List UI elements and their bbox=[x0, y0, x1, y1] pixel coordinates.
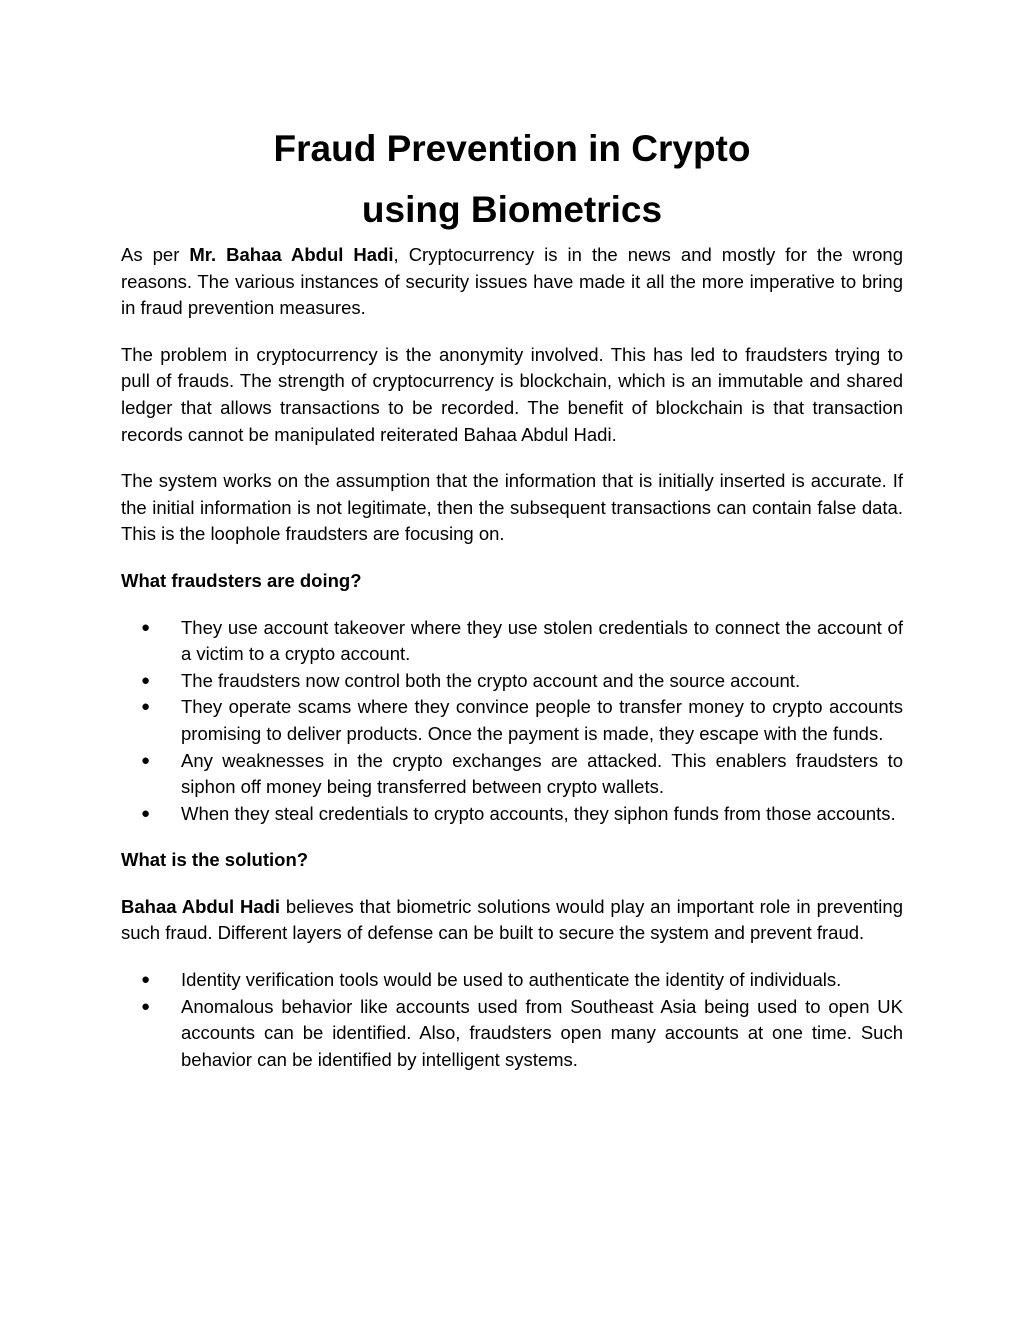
fraudsters-list bbox=[121, 615, 903, 828]
document-page bbox=[121, 118, 903, 1093]
bullet-icon: ● bbox=[141, 751, 151, 769]
list-item-text: When they steal credentials to crypto accounts, they siphon funds from those accounts. bbox=[181, 802, 896, 824]
author-name: Mr. Bahaa Abdul Hadi bbox=[189, 244, 394, 265]
bullet-icon: ● bbox=[141, 804, 151, 822]
bullet-icon: ● bbox=[141, 698, 151, 716]
author-name: Bahaa Abdul Hadi bbox=[121, 895, 281, 917]
list-item-text: They use account takeover where they use stolen credentials to connect the account of a victim to a crypto account. bbox=[181, 616, 903, 665]
list-item-text: Any weaknesses in the crypto exchanges are attacked. This enablers fraudsters to siphon off money being transferred between crypto wallets. bbox=[181, 749, 903, 798]
list-item-text: The fraudsters now control both the crypto account and the source account. bbox=[181, 669, 801, 691]
bullet-icon: ● bbox=[141, 618, 151, 636]
title-line-1: Fraud Prevention in Crypto bbox=[273, 128, 751, 169]
bullet-icon: ● bbox=[141, 671, 151, 689]
list-item bbox=[121, 694, 903, 747]
bullet-icon: ● bbox=[141, 997, 151, 1015]
section-heading-solution: What is the solution? bbox=[121, 849, 309, 871]
solution-list bbox=[121, 967, 903, 1073]
list-item bbox=[121, 967, 903, 994]
list-item-text: They operate scams where they convince people to transfer money to crypto accounts promising to deliver products. Once the payment is made, they escape with the funds. bbox=[181, 696, 903, 744]
intro-paragraph bbox=[121, 242, 903, 322]
list-item bbox=[121, 994, 903, 1074]
list-item bbox=[121, 801, 903, 828]
solution-paragraph bbox=[121, 894, 903, 947]
list-item-text: Anomalous behavior like accounts used from Southeast Asia being used to open UK accounts can be identified. Also, fraudsters open many accounts at one time. Such behavior can be identified by intelligent systems. bbox=[181, 995, 903, 1070]
list-item bbox=[121, 668, 903, 695]
section-heading-fraudsters: What fraudsters are doing? bbox=[121, 569, 362, 591]
list-item bbox=[121, 615, 903, 668]
system-paragraph: The system works on the assumption that the information that is initially inserted is accurate. If the initial information is not legitimate, then the subsequent transactions can contain false data. This is the loophole fraudsters are focusing on. bbox=[121, 470, 903, 545]
title-line-2: using Biometrics bbox=[361, 189, 663, 230]
intro-suffix: , Cryptocurrency is in the news and mostly for the wrong reasons. The various instances of security issues have made it all the more imperative to bring in fraud prevention measures. bbox=[121, 244, 904, 319]
list-item bbox=[121, 748, 903, 801]
page-title bbox=[121, 118, 903, 240]
problem-paragraph: The problem in cryptocurrency is the anonymity involved. This has led to fraudsters trying to pull of frauds. The strength of cryptocurrency is blockchain, which is an immutable and shared ledger that allows transactions to be recorded. The benefit of blockchain is that transaction records cannot be manipulated reiterated Bahaa Abdul Hadi. bbox=[121, 343, 903, 445]
list-item-text: Identity verification tools would be used to authenticate the identity of individuals. bbox=[181, 969, 842, 991]
solution-suffix: believes that biometric solutions would play an important role in preventing such fraud. Different layers of defense can be built to secure the system and prevent fraud. bbox=[121, 895, 903, 944]
bullet-icon: ● bbox=[141, 971, 151, 989]
intro-prefix: As per bbox=[121, 244, 190, 265]
